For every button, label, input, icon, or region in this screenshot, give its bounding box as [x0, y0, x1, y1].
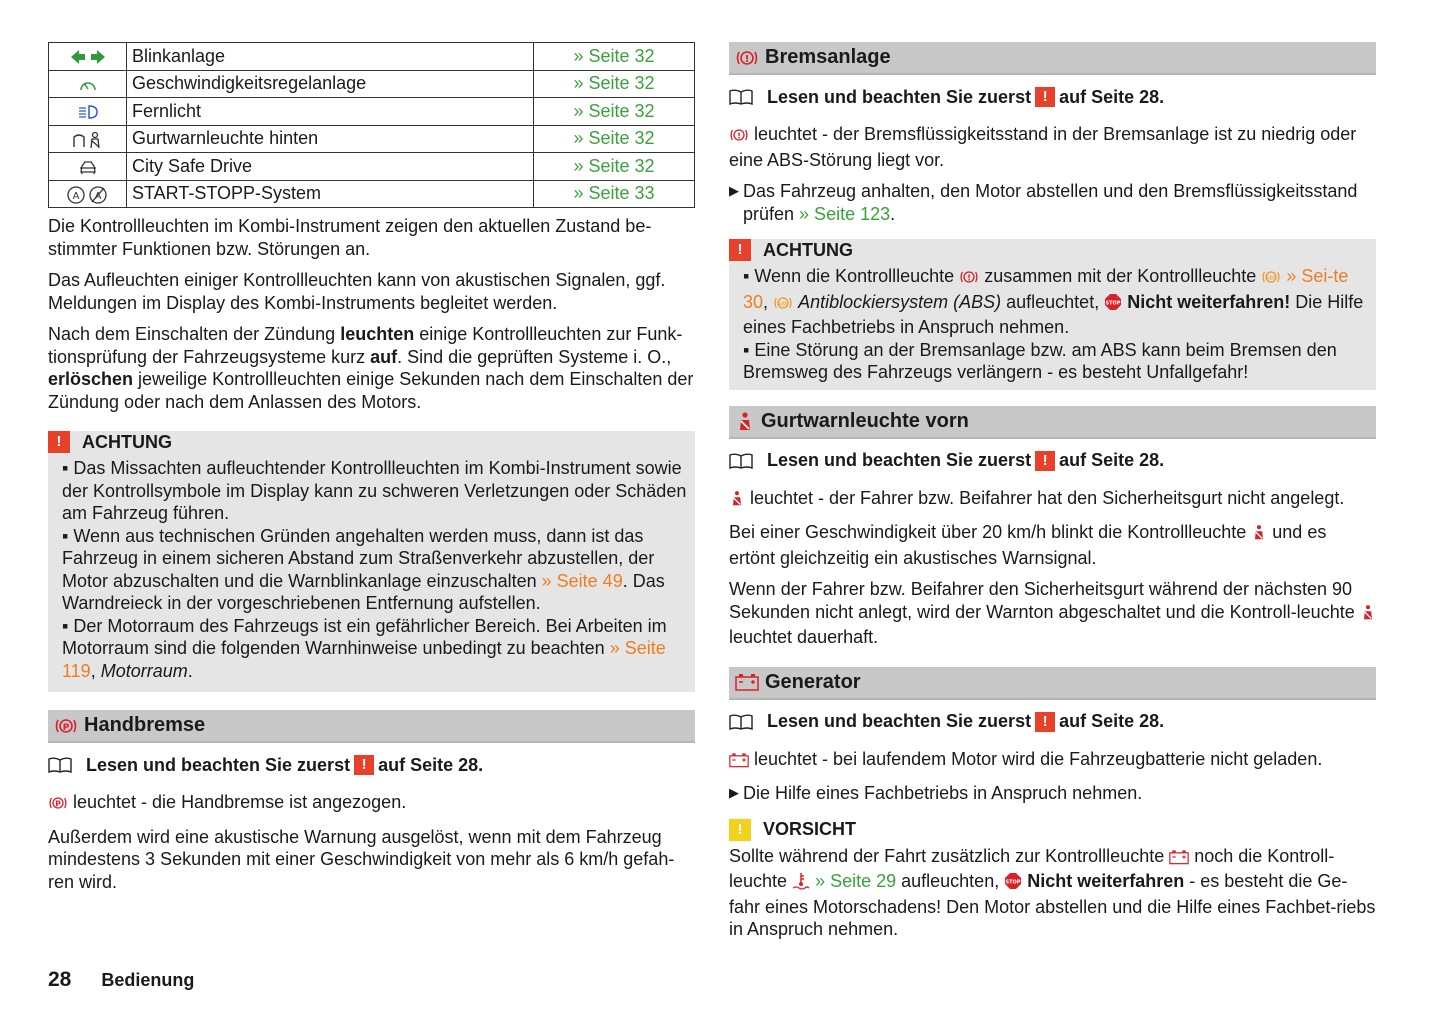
- book-icon: [729, 453, 753, 469]
- caution-title: ! VORSICHT: [729, 819, 1376, 841]
- belt-speed-paragraph: Bei einer Geschwindigkeit über 20 km/h blinkt die Kontrollleuchte und es ertönt gleichzeitig ein akustisches Warnsignal.: [729, 522, 1327, 568]
- section-title: Bremsanlage: [765, 46, 891, 68]
- belt-timeout-paragraph: Wenn der Fahrer bzw. Beifahrer den Sicherheitsgurt während der nächsten 90 Sekunden nicht anlegt, wird der Warnton abgeschaltet und die Kontroll-leuchte leuchtet dauerhaft.: [729, 578, 1376, 649]
- section-header-brakes: [729, 42, 1376, 75]
- warning-box: [48, 431, 695, 692]
- arrow-bullet-icon: ▶: [729, 785, 739, 800]
- battery-icon: [1169, 848, 1189, 871]
- high-beam-icon: [49, 98, 127, 126]
- handbrake-icon: [48, 794, 68, 817]
- book-icon: [729, 89, 753, 105]
- book-icon: [729, 714, 753, 730]
- warning-title: ! ACHTUNG: [48, 431, 695, 453]
- read-first-line: Lesen und beachten Sie zuerst ! auf Seite 28.: [729, 85, 1376, 109]
- svg-text:!: !: [967, 272, 972, 283]
- read-first-line: Lesen und beachten Sie zuerst ! auf Seite 28.: [729, 449, 1376, 473]
- svg-text:P: P: [62, 722, 70, 733]
- table-row: [49, 153, 695, 181]
- svg-text:ABS: ABS: [1266, 275, 1277, 282]
- caution-body: [729, 841, 1376, 941]
- page-link[interactable]: » Seite 49: [541, 570, 623, 591]
- section-title: Generator: [765, 670, 861, 693]
- left-column: [48, 42, 695, 902]
- warning-icon: !: [1035, 712, 1055, 732]
- table-cell-label: City Safe Drive: [127, 153, 534, 181]
- read-first-line: Lesen und beachten Sie zuerst ! auf Seite 28.: [48, 753, 695, 777]
- warning-bullet: ▪ Wenn aus technischen Gründen angehalten werden muss, dann ist das Fahrzeug in einem sicheren Abstand zum Straßenverkehr abzustellen, der Motor abzuschalten und die Warnblinkanlage einzuschalten » Seite 49. Das Warndreieck in der vorgeschriebenen Entfernung aufstellen.: [62, 525, 665, 613]
- page-link[interactable]: » Seite 29: [815, 871, 897, 891]
- stop-icon: [1004, 872, 1022, 896]
- intro-paragraph: Die Kontrollleuchten im Kombi-Instrument zeigen den aktuellen Zustand be-stimmter Funktionen bzw. Störungen an.: [48, 216, 652, 259]
- chapter-title: Bedienung: [101, 970, 195, 990]
- page-link[interactable]: » Seite 32: [534, 43, 695, 71]
- arrow-bullet-icon: ▶: [729, 183, 739, 198]
- page-number: 28: [48, 968, 72, 991]
- abs-icon: [1261, 268, 1281, 291]
- warning-lamp-table: [48, 42, 695, 208]
- handbrake-icon: [54, 717, 78, 735]
- ignition-paragraph: Nach dem Einschalten der Zündung leuchten einige Kontrollleuchten zur Funk-tionsprüfung der Fahrzeugsysteme kurz auf. Sind die geprüften Systeme i. O., erlöschen jeweilige Kontrollleuchten einige Sekunden nach dem Einschalten der Zündung oder nach dem Anlassen des Motors.: [48, 324, 694, 412]
- page-link[interactable]: » Seite 32: [534, 153, 695, 181]
- stop-icon: [1104, 293, 1122, 317]
- instruction-step: ▶ Die Hilfe eines Fachbetriebs in Anspruch nehmen.: [729, 783, 1143, 803]
- svg-text:!: !: [737, 130, 741, 141]
- coolant-icon: [792, 872, 810, 896]
- seatbelt-icon: [729, 489, 745, 513]
- city-safe-icon: [49, 153, 127, 181]
- abs-icon: [773, 294, 793, 317]
- warning-box: [729, 239, 1376, 390]
- table-row: [49, 43, 695, 71]
- warning-bullet: ▪ Das Missachten aufleuchtender Kontrollleuchten im Kombi-Instrument sowie der Kontrollsymbole im Display kann zu schweren Verletzungen oder Schäden am Fahrzeug führen.: [62, 458, 687, 523]
- cruise-control-icon: [49, 70, 127, 98]
- brake-system-icon: [959, 268, 979, 291]
- handbrake-warning-paragraph: Außerdem wird eine akustische Warnung ausgelöst, wenn mit dem Fahrzeug mindestens 3 Sekunden mit einer Geschwindigkeit von mehr als 6 km/h gefah-ren wird.: [48, 826, 675, 892]
- page-link[interactable]: » Seite 123: [799, 203, 891, 224]
- handbrake-status: P leuchtet - die Handbremse ist angezogen.: [48, 791, 695, 817]
- seatbelt-icon: [1251, 523, 1267, 547]
- table-cell-label: Geschwindigkeitsregelanlage: [127, 70, 534, 98]
- warning-icon: !: [354, 755, 374, 775]
- generator-status: leuchtet - bei laufendem Motor wird die Fahrzeugbatterie nicht geladen.: [729, 748, 1376, 774]
- table-cell-label: Gurtwarnleuchte hinten: [127, 125, 534, 153]
- turn-signal-icon: [49, 43, 127, 71]
- page-link[interactable]: » Seite 119: [62, 638, 666, 681]
- warning-body: [48, 453, 695, 682]
- svg-text:P: P: [55, 799, 61, 809]
- right-column: [729, 42, 1376, 963]
- warning-bullet: ▪ Wenn die Kontrollleuchte ! zusammen mit der Kontrollleuchte ABS » Sei-te 30, ABS Antiblockiersystem (ABS) aufleuchtet, STOP Nicht weiterfahren! Die Hilfe eines Fachbetriebs in Anspruch nehmen.: [743, 266, 1364, 337]
- page-footer: [48, 968, 194, 992]
- read-first-line: Lesen und beachten Sie zuerst ! auf Seite 28.: [729, 710, 1376, 734]
- section-header-belt: [729, 406, 1376, 439]
- rear-belt-icon: [49, 125, 127, 153]
- table-row: [49, 98, 695, 126]
- page-link[interactable]: » Seite 33: [534, 180, 695, 208]
- warning-icon: !: [1035, 87, 1055, 107]
- svg-text:STOP: STOP: [1005, 879, 1021, 886]
- table-cell-label: START-STOPP-System: [127, 180, 534, 208]
- section-header-generator: [729, 667, 1376, 700]
- battery-icon: [729, 751, 749, 774]
- belt-status: leuchtet - der Fahrer bzw. Beifahrer hat den Sicherheitsgurt nicht angelegt.: [729, 487, 1376, 513]
- svg-text:A: A: [72, 190, 79, 202]
- table-cell-label: Fernlicht: [127, 98, 534, 126]
- instruction-step: ▶ Das Fahrzeug anhalten, den Motor abstellen und den Bremsflüssigkeitsstand prüfen » Seite 123.: [729, 181, 1358, 224]
- warning-icon: !: [1035, 451, 1055, 471]
- table-row: [49, 125, 695, 153]
- page-link[interactable]: » Seite 32: [534, 98, 695, 126]
- table-cell-label: Blinkanlage: [127, 43, 534, 71]
- book-icon: [48, 757, 72, 773]
- warning-title: ! ACHTUNG: [729, 239, 1376, 261]
- warning-icon: !: [729, 239, 751, 261]
- seatbelt-icon: [1360, 603, 1376, 627]
- table-row: [49, 70, 695, 98]
- caution-icon: !: [729, 819, 751, 841]
- page-link[interactable]: » Seite 32: [534, 125, 695, 153]
- page-link[interactable]: » Seite 32: [534, 70, 695, 98]
- page-link[interactable]: » Sei-te 30: [743, 266, 1349, 312]
- warning-icon: !: [48, 431, 70, 453]
- caution-text: Sollte während der Fahrt zusätzlich zur Kontrollleuchte noch die Kontroll-leuchte » Seite 29 aufleuchten, STOP Nicht weiterfahren - es besteht die Ge-fahr eines Motorschadens! Den Motor abstellen und die Hilfe eines Fachbet-riebs in Anspruch nehmen.: [729, 845, 1376, 939]
- warning-bullet: ▪ Der Motorraum des Fahrzeugs ist ein gefährlicher Bereich. Bei Arbeiten im Motorraum sind die folgenden Warnhinweise unbedingt zu beachten » Seite 119, Motorraum.: [62, 615, 667, 681]
- table-row: [49, 180, 695, 208]
- svg-text:!: !: [744, 53, 750, 65]
- start-stop-icon: [49, 180, 127, 208]
- section-title: Gurtwarnleuchte vorn: [761, 409, 969, 432]
- acoustic-paragraph: Das Aufleuchten einiger Kontrollleuchten kann von akustischen Signalen, ggf. Meldungen im Display des Kombi-Instruments begleitet werden.: [48, 270, 666, 313]
- warning-bullet: ▪ Eine Störung an der Bremsanlage bzw. am ABS kann beim Bremsen den Bremsweg des Fahrzeugs verlängern - es besteht Unfallgefahr!: [743, 339, 1337, 382]
- brake-system-icon: [735, 49, 759, 67]
- brake-system-icon: [729, 126, 749, 149]
- warning-body: [729, 261, 1376, 384]
- section-header-handbrake: [48, 710, 695, 743]
- seatbelt-icon: [735, 411, 755, 431]
- svg-text:STOP: STOP: [1105, 300, 1121, 306]
- svg-text:ABS: ABS: [778, 301, 789, 307]
- svg-text:A: A: [94, 190, 101, 202]
- caution-box: [729, 819, 1376, 947]
- section-title: Handbremse: [84, 714, 206, 736]
- brake-status: ! leuchtet - der Bremsflüssigkeitsstand in der Bremsanlage ist zu niedrig oder eine ABS-Störung liegt vor.: [729, 124, 1357, 170]
- battery-icon: [735, 673, 759, 691]
